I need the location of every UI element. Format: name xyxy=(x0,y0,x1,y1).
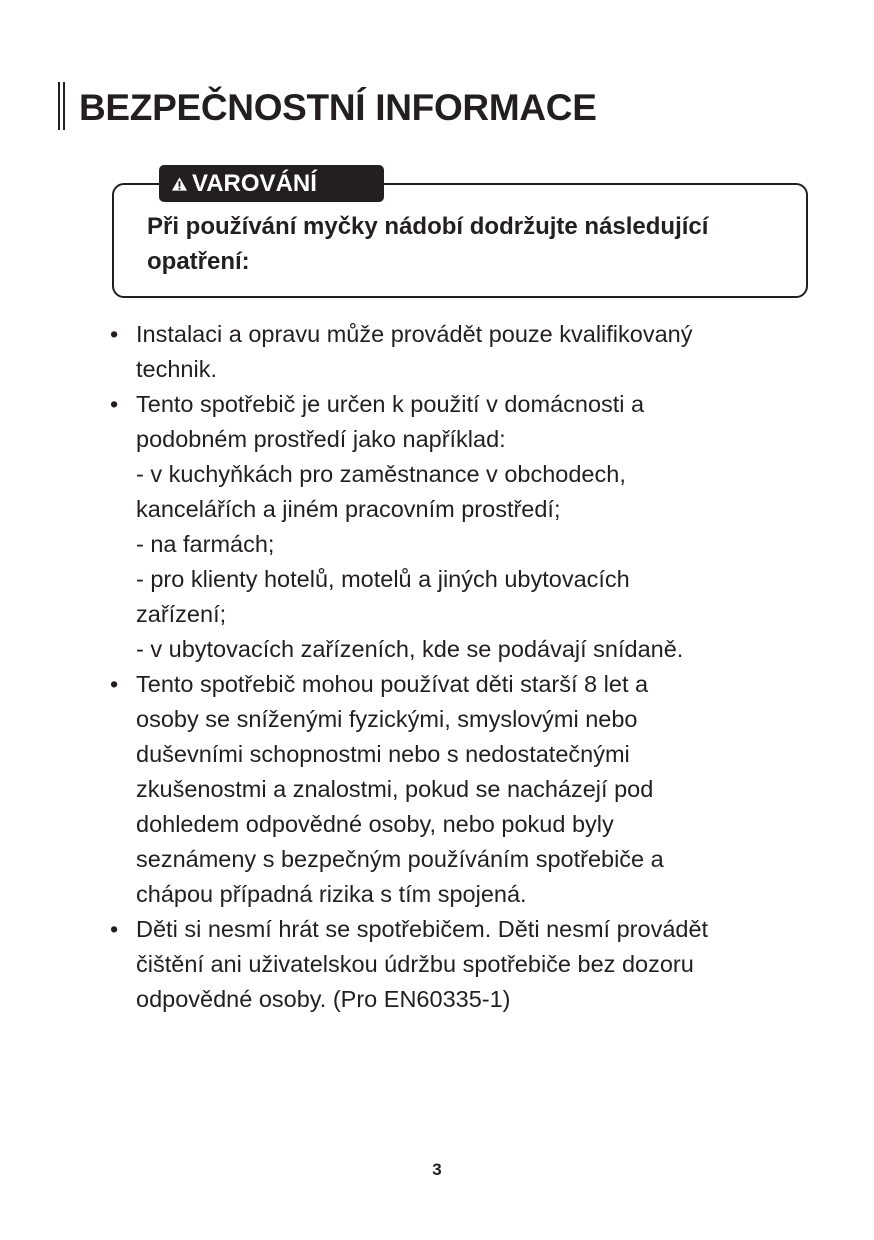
list-item-line: dohledem odpovědné osoby, nebo pokud byly xyxy=(136,811,614,837)
list-item-line: kancelářích a jiném pracovním prostředí; xyxy=(136,496,561,522)
list-item-line: technik. xyxy=(136,356,217,382)
safety-bullet-list xyxy=(110,317,810,1017)
list-item-line: zkušenostmi a znalostmi, pokud se nacházejí pod xyxy=(136,776,654,802)
bullet-icon: • xyxy=(110,321,119,347)
list-item-line: Děti si nesmí hrát se spotřebičem. Děti nesmí provádět xyxy=(136,916,709,942)
list-item xyxy=(110,387,810,667)
heading-accent-bars xyxy=(58,82,68,130)
warning-text-line: opatření: xyxy=(147,248,250,275)
heading-bar xyxy=(58,82,60,130)
list-item-line: osoby se sníženými fyzickými, smyslovými nebo xyxy=(136,706,638,732)
list-item-line: Tento spotřebič mohou používat děti starší 8 let a xyxy=(136,671,649,697)
list-item-line: - pro klienty hotelů, motelů a jiných ubytovacích xyxy=(136,566,630,592)
list-item-line: - v kuchyňkách pro zaměstnance v obchodech, xyxy=(136,461,626,487)
list-item-line: - na farmách; xyxy=(136,531,275,557)
page-title: BEZPEČNOSTNÍ INFORMACE xyxy=(79,87,597,128)
heading-bar xyxy=(63,82,65,130)
warning-triangle-icon xyxy=(171,176,188,192)
list-item-line: čištění ani uživatelskou údržbu spotřebiče bez dozoru xyxy=(136,951,694,977)
bullet-icon: • xyxy=(110,916,119,942)
list-item-line: zařízení; xyxy=(136,601,227,627)
page-number: 3 xyxy=(432,1160,442,1179)
list-item xyxy=(110,667,810,912)
list-item-line: Tento spotřebič je určen k použití v domácnosti a xyxy=(136,391,645,417)
list-item-line: - v ubytovacích zařízeních, kde se podávají snídaně. xyxy=(136,636,684,662)
list-item xyxy=(110,317,810,387)
bullet-icon: • xyxy=(110,391,119,417)
list-item-line: duševními schopnostmi nebo s nedostatečnými xyxy=(136,741,630,767)
warning-text xyxy=(147,209,797,279)
bullet-icon: • xyxy=(110,671,119,697)
list-item-line: seznámeny s bezpečným používáním spotřebiče a xyxy=(136,846,664,872)
warning-label-text: VAROVÁNÍ xyxy=(192,169,317,197)
list-item-line: Instalaci a opravu může provádět pouze kvalifikovaný xyxy=(136,321,693,347)
list-item xyxy=(110,912,810,1017)
warning-text-line: Při používání myčky nádobí dodržujte následující xyxy=(147,213,709,240)
list-item-line: odpovědné osoby. (Pro EN60335-1) xyxy=(136,986,511,1012)
list-item-line: podobném prostředí jako například: xyxy=(136,426,506,452)
list-item-line: chápou případná rizika s tím spojená. xyxy=(136,881,527,907)
warning-label xyxy=(159,165,384,202)
